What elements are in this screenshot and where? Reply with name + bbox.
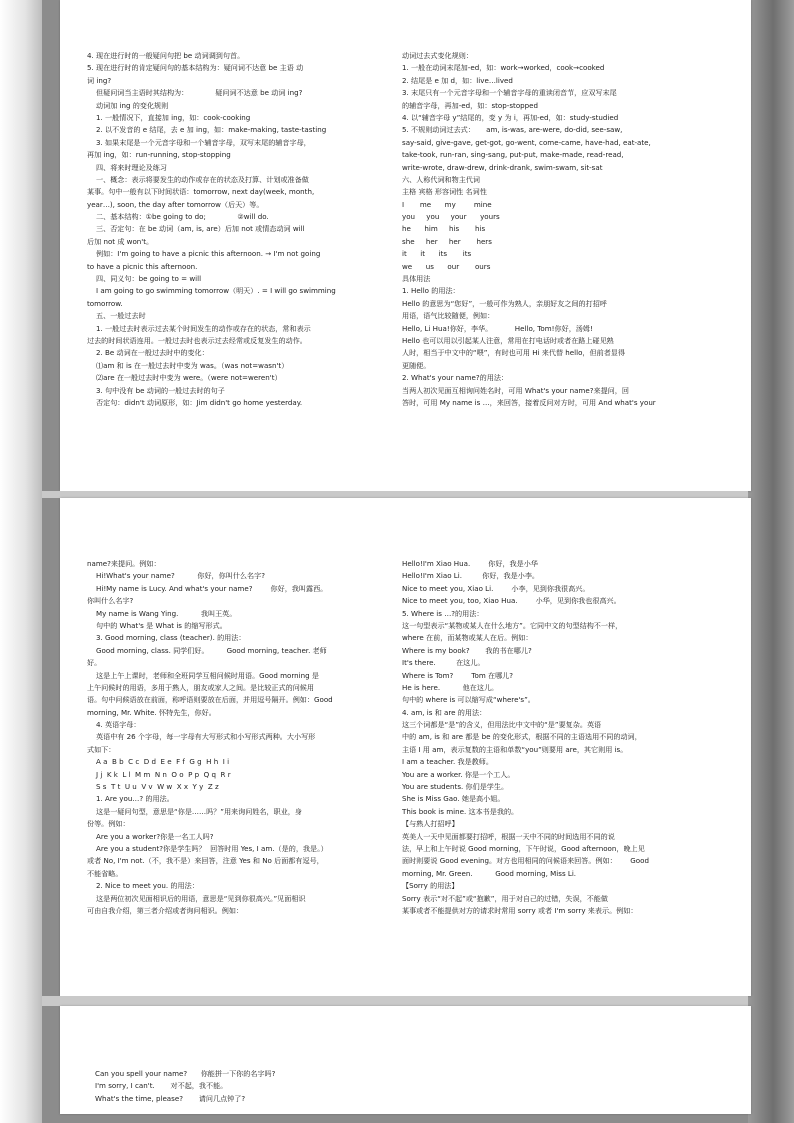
text-line: to have a picnic this afternoon. (87, 261, 198, 271)
text-line: I me my mine (402, 199, 492, 209)
text-line: he him his his (402, 224, 486, 234)
text-line: 好。 (87, 658, 102, 668)
text-line: 四、将来时理论及练习 (87, 162, 167, 172)
text-line: 你叫什么名字? (87, 596, 134, 606)
text-line: 六、人称代词和物主代词 (402, 174, 481, 184)
text-line: Nice to meet you, too, Xiao Hua. 小华，见到你我也很高兴。 (402, 596, 621, 606)
text-line: ⑴am 和 is 在一般过去时中变为 was。（was not=wasn't） (87, 360, 289, 370)
text-line: 3. 句中没有 be 动词的一般过去时的句子 (87, 385, 225, 395)
text-line: 人时，相当于中文中的“喂”，有时也可用 Hi 来代替 hello，但前者显得 (402, 348, 625, 358)
text-line: Where is my book? 我的书在哪儿? (402, 645, 532, 655)
text-line: 过去的时间状语连用。一般过去时也表示过去经常或反复发生的动作。 (87, 335, 307, 345)
text-line: 主语 I 用 am，表示复数的主语和单数“you”则要用 are，其它则用 is。 (402, 744, 628, 754)
text-line: 四、同义句：be going to = will (87, 274, 202, 284)
document-page-1 (60, 0, 751, 491)
text-line: say-said, give-gave, get-got, go-went, come-came, have-had, eat-ate, (402, 137, 651, 147)
text-line: J j K k L l M m N n O o P p Q q R r (87, 769, 231, 779)
text-line: A a B b C c D d E e F f G g H h I i (87, 757, 230, 767)
text-line: Hi!My name is Lucy. And what's your name? 你好，我叫露西。 (87, 583, 328, 593)
left-background (0, 0, 42, 1123)
text-line: 句中的 where is 可以缩写成“where's”。 (402, 695, 535, 705)
text-line: 英语中有 26 个字母，每一字母有大写形式和小写形式两种。大小写形 (87, 732, 316, 742)
text-line: Hello!I'm Xiao Hua. 你好，我是小华 (402, 559, 538, 568)
text-line: Are you a student?你是学生吗？ 回答时用 Yes, I am.（是的，我是。） (87, 843, 328, 853)
text-line: 三、否定句：在 be 动词（am, is, are）后加 not 或情态动词 will (87, 224, 305, 234)
text-line: This book is mine. 这本书是我的。 (402, 806, 519, 816)
text-line: 上午问候时的用语，多用于熟人，朋友或家人之间。是比较正式的问候用 (87, 682, 314, 692)
text-line: 4. 以“辅音字母 y”结尾的，变 y 为 i，再加-ed，如：study-studied (402, 112, 619, 122)
text-line: 4. 英语字母： (87, 720, 141, 730)
text-line: 例如：I'm going to have a picnic this afternoon. → I'm not going (87, 249, 321, 259)
text-line: Are you a worker?你是一名工人吗? (87, 831, 214, 841)
text-line: 1. 一般过去时表示过去某个时间发生的动作或存在的状态，常和表示 (87, 323, 311, 333)
text-line: You are a worker. 你是一个工人。 (402, 769, 515, 779)
page-2-right-column (402, 558, 722, 917)
text-line: 再加 ing，如：run-running, stop-stopping (87, 150, 231, 160)
page-separator (42, 491, 748, 498)
text-line: 2. What's your name?的用法： (402, 373, 509, 383)
text-line: 【与熟人打招呼】 (402, 819, 459, 829)
text-line: 份等。例如： (87, 819, 130, 829)
text-line: 动词过去式变化规则： (402, 51, 473, 60)
text-line: morning, Mr. Green. Good morning, Miss Li. (402, 868, 577, 878)
text-line: take-took, run-ran, sing-sang, put-put, make-made, read-read, (402, 150, 624, 160)
text-line: tomorrow. (87, 298, 123, 308)
text-line: 这三个词都是“是”的含义，但用法比中文中的“是”要复杂。英语 (402, 720, 602, 730)
text-line: 2. Nice to meet you. 的用法： (87, 881, 199, 891)
text-line: 否定句：didn't 动词原形，如：Jim didn't go home yesterday. (87, 397, 303, 407)
text-line: morning, Mr. White. 怀特先生，你好。 (87, 707, 216, 717)
text-line: You are students. 你们是学生。 (402, 782, 509, 792)
text-line: Hello, Li Hua!你好，李华。 Hello, Tom!你好，汤姆! (402, 323, 593, 333)
document-page-2 (60, 498, 751, 996)
text-line: 【Sorry 的用法】 (402, 881, 459, 891)
text-line: 英美人一天中见面都要打招呼，根据一天中不同的时间选用不同的说 (402, 831, 615, 841)
text-line: 中的 am, is 和 are 都是 be 的变化形式，根据不同的主语选用不同的动词， (402, 732, 642, 742)
text-line: 3. Good morning, class (teacher). 的用法： (87, 633, 246, 643)
text-line: Nice to meet you, Xiao Li. 小李，见到你我很高兴。 (402, 583, 590, 593)
text-line: What's the time, please? 请问几点钟了? (95, 1093, 246, 1103)
text-line: ⑵are 在一般过去时中变为 were。（were not=weren't） (87, 373, 282, 383)
text-line: name?来提问。例如： (87, 559, 161, 568)
text-line: 词 ing? (87, 75, 112, 85)
text-line: Good morning, class. 同学们好。 Good morning, teacher. 老师 (87, 645, 327, 655)
text-line: we us our ours (402, 261, 491, 271)
text-line: 面时则要说 Good evening。对方也用相同的问候语来回答。例如： Good (402, 856, 649, 866)
text-line: 或者 No, I'm not.（不，我不是）来回答，注意 Yes 和 No 后面都有逗号， (87, 856, 324, 866)
text-line: where 在前，而某物或某人在后。例如： (402, 633, 533, 643)
text-line: write-wrote, draw-drew, drink-drank, swim-swam, sit-sat (402, 162, 603, 172)
text-line: Sorry 表示“对不起”或“抱歉”，用于对自己的过错，失误，不能做 (402, 893, 608, 903)
text-line: Hello!I'm Xiao Li. 你好，我是小李。 (402, 571, 540, 581)
text-line: Can you spell your name? 你能拼一下你的名字吗? (95, 1069, 276, 1078)
text-line: 当两人初次见面互相询问姓名时，可用 What's your name?来提问，回 (402, 385, 629, 395)
document-page-3 (60, 1006, 751, 1114)
text-line: 这一句型表示“某物或某人在什么地方”。它同中文的句型结构不一样， (402, 620, 623, 630)
text-line: Hi!What's your name? 你好，你叫什么名字? (87, 571, 265, 581)
text-line: 2. 以不发音的 e 结尾，去 e 加 ing，如：make-making, taste-tasting (87, 125, 327, 135)
text-line: 3. 末尾只有一个元音字母和一个辅音字母的重读闭音节，应双写末尾 (402, 88, 617, 98)
text-line: I am a teacher. 我是教师。 (402, 757, 493, 767)
text-line: year…), soon, the day after tomorrow（后天）等。 (87, 199, 264, 209)
text-line: 二、基本结构：①be going to do; ②will do. (87, 212, 269, 222)
text-line: 5. 现在进行时的肯定疑问句的基本结构为：疑问词不达意 be 主语 动 (87, 63, 304, 73)
text-line: 这是上午上课时，老师和全班同学互相问候时用语。Good morning 是 (87, 670, 319, 680)
text-line: 4. am, is 和 are 的用法： (402, 707, 487, 717)
right-scroll-gutter[interactable] (748, 0, 794, 1123)
text-line: My name is Wang Ying. 我叫王英。 (87, 608, 237, 618)
text-line: 5. Where is …?的用法： (402, 608, 484, 618)
text-line: S s T t U u V v W w X x Y y Z z (87, 782, 219, 792)
text-line: Where is Tom? Tom 在哪儿? (402, 670, 514, 680)
text-line: you you your yours (402, 212, 500, 222)
page-1-left-column (87, 50, 385, 409)
text-line: 法，早上和上午时说 Good morning，下午时说，Good afternoon，晚上见 (402, 843, 645, 853)
text-line: 1. 一般情况下，直接加 ing，如：cook-cooking (87, 112, 251, 122)
text-line: She is Miss Gao. 她是高小姐。 (402, 794, 505, 804)
text-line: 5. 不规则动词过去式： am, is-was, are-were, do-did, see-saw, (402, 125, 623, 135)
text-line: 但疑问词当主语时其结构为： 疑问词不达意 be 动词 ing? (87, 88, 303, 98)
text-line: she her her hers (402, 236, 492, 246)
text-line: 某事。句中一般有以下时间状语：tomorrow, next day(week, month, (87, 187, 315, 197)
text-line: 3. 如果末尾是一个元音字母和一个辅音字母，双写末尾的辅音字母， (87, 137, 311, 147)
text-line: 2. Be 动词在一般过去时中的变化： (87, 348, 209, 358)
text-line: 的辅音字母，再加-ed，如：stop-stopped (402, 100, 539, 110)
text-line: 具体用法 (402, 274, 431, 284)
text-line: 这是一疑问句型，意思是“你是……吗？”用来询问姓名，职业，身 (87, 806, 302, 816)
text-line: Hello 也可以用以引起某人注意，常用在打电话时或者在路上碰见熟 (402, 335, 614, 345)
text-line: 1. Hello 的用法： (402, 286, 460, 296)
text-line: 主格 宾格 形容词性 名词性 (402, 187, 487, 197)
page-3-left-column (95, 1068, 393, 1105)
page-1-right-column (402, 50, 722, 409)
text-line: I am going to go swimming tomorrow（明天）. = I will go swimming (87, 286, 336, 296)
text-line: 语。句中问候语放在前面，称呼语则要放在后面，并用逗号隔开。例如：Good (87, 695, 333, 705)
text-line: 1. 一般在动词末尾加-ed，如：work→worked，cook→cooked (402, 63, 605, 73)
text-line: Hello 的意思为“您好”，一般可作为熟人，亲朋好友之间的打招呼 (402, 298, 607, 308)
text-line: 答时，可用 My name is …，来回答，接着反问对方时，可用 And what's your (402, 397, 656, 407)
text-line: 五、一般过去时 (87, 311, 146, 321)
text-line: It's there. 在这儿。 (402, 658, 485, 668)
text-line: 1. Are you…? 的用法。 (87, 794, 174, 804)
page-2-left-column (87, 558, 385, 917)
text-line: 式如下： (87, 744, 116, 754)
text-line: 这是两位初次见面相识后的用语，意思是“见到你很高兴。”见面相识 (87, 893, 306, 903)
page-separator (42, 996, 748, 1006)
text-line: 后加 not 成 won't。 (87, 236, 154, 246)
text-line: 动词加 ing 的变化规则 (87, 100, 169, 110)
text-line: 不能省略。 (87, 868, 123, 878)
text-line: 2. 结尾是 e 加 d，如：live…lived (402, 75, 513, 85)
text-line: He is here. 他在这儿。 (402, 682, 499, 692)
text-line: 一、概念：表示将要发生的动作或存在的状态及打算、计划或准备做 (87, 174, 309, 184)
text-line: 某事或者不能提供对方的请求时常用 sorry 或者 I'm sorry 来表示。例如： (402, 905, 638, 915)
text-line: I'm sorry, I can't. 对不起，我不能。 (95, 1081, 228, 1091)
text-line: 用语，语气比较随便，例如： (402, 311, 495, 321)
text-line: 更随便。 (402, 360, 431, 370)
text-line: 可由自我介绍，第三者介绍或者询问相识。例如： (87, 905, 244, 915)
text-line: 句中的 What's 是 What is 的缩写形式。 (87, 620, 227, 630)
text-line: it it its its (402, 249, 472, 259)
text-line: 4. 现在进行时的一般疑问句把 be 动词调到句首。 (87, 51, 245, 60)
